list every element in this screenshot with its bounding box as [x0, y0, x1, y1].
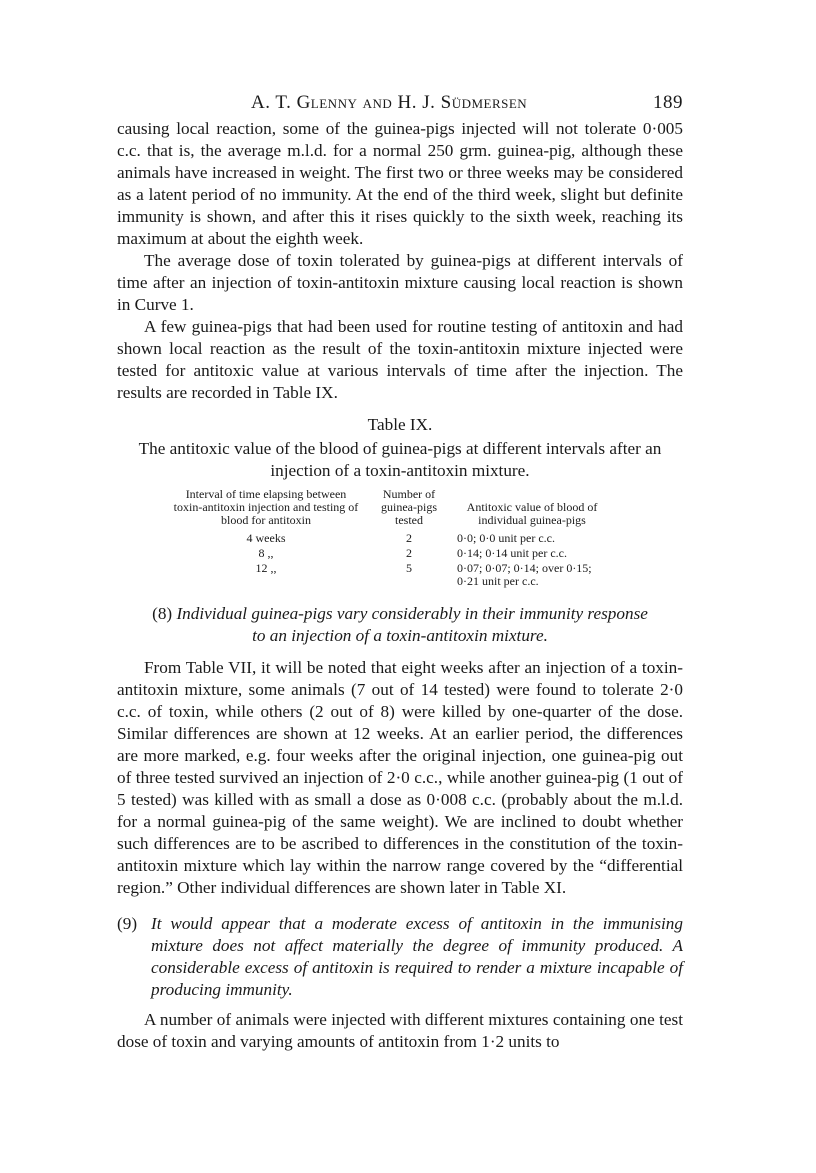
cell-value: 0·14; 0·14 unit per c.c. [457, 546, 567, 560]
column-header-value: Antitoxic value of blood of individual guinea-pigs [466, 500, 598, 527]
cell-value: 0·07; 0·07; 0·14; over 0·15; 0·21 unit per c.c. [457, 561, 592, 588]
column-header-number: Number of guinea-pigs tested [381, 487, 437, 527]
section-9-heading [117, 913, 683, 1001]
header-authors: A. T. Glenny and H. J. Südmersen [251, 92, 528, 113]
data-table [165, 488, 613, 589]
paragraph-4: From Table VII, it will be noted that eight weeks after an injection of a toxin-antitoxin mixture, some animals (7 out of 14 tested) were found to tolerate 2·0 c.c. of toxin, while others (2 out of 8) were killed by one-quarter of the dose. Similar differences are shown at 12 weeks. At an earlier period, the differences are more marked, e.g. four weeks after the original injection, one guinea-pig out of three tested survived an injection of 2·0 c.c., while another guinea-pig (1 out of 5 tested) was killed with as small a dose as 0·008 c.c. (probably about the m.l.d. for a normal guinea-pig of the same weight). We are inclined to doubt whether such differences are to be ascribed to differences in the constitution of the toxin-antitoxin mixture which lay within the narrow range covered by the “differential region.” Other individual differences are shown later in Table XI. [117, 658, 683, 897]
paragraph-2: The average dose of toxin tolerated by guinea-pigs at different intervals of time after an injection of toxin-antitoxin mixture causing local reaction is shown in Curve 1. [117, 251, 683, 314]
paragraph-5: A number of animals were injected with different mixtures containing one test dose of toxin and varying amounts of antitoxin from 1·2 units to [117, 1010, 683, 1051]
cell-interval: 8 ,, [258, 546, 274, 560]
cell-value: 0·0; 0·0 unit per c.c. [457, 531, 555, 545]
section-9-text: It would appear that a moderate excess of antitoxin in the immunising mixture does not affect materially the degree of immunity produced. A considerable excess of antitoxin is required to render a mixture incapable of producing immunity. [151, 914, 683, 999]
cell-number: 2 [406, 546, 412, 560]
section-8-text: Individual guinea-pigs vary considerably in their immunity response to an injection of a toxin-antitoxin mixture. [176, 604, 648, 645]
table-row [165, 561, 613, 589]
cell-number: 5 [406, 561, 412, 575]
table-caption: The antitoxic value of the blood of guinea-pigs at different intervals after an injection of a toxin-antitoxin mixture. [138, 439, 662, 480]
cell-number: 2 [406, 531, 412, 545]
section-8-number: (8) [152, 604, 173, 623]
section-8-heading [117, 603, 683, 647]
column-header-interval: Interval of time elapsing between toxin-antitoxin injection and testing of blood for antitoxin [173, 487, 359, 527]
paragraph-1: causing local reaction, some of the guinea-pigs injected will not tolerate 0·005 c.c. that is, the average m.l.d. for a normal 250 grm. guinea-pig, although these animals have increased in weight. The first two or three weeks may be considered as a latent period of no immunity. At the end of the third week, slight but definite immunity is shown, and after this it rises quickly to the sixth week, reaching its maximum at about the eighth week. [117, 119, 683, 248]
page [117, 92, 683, 1053]
table-title: Table IX. [367, 415, 433, 434]
table-row [165, 531, 613, 546]
running-header [117, 92, 683, 118]
section-9-number: (9) [117, 914, 138, 933]
cell-interval: 4 weeks [246, 531, 286, 545]
table-row [165, 546, 613, 561]
page-number: 189 [653, 92, 683, 113]
paragraph-3: A few guinea-pigs that had been used for routine testing of antitoxin and had shown local reaction as the result of the toxin-antitoxin mixture injected were tested for antitoxic value at various intervals of time after the injection. The results are recorded in Table IX. [117, 317, 683, 402]
cell-interval: 12 ,, [255, 561, 277, 575]
table-header-row [165, 488, 613, 531]
